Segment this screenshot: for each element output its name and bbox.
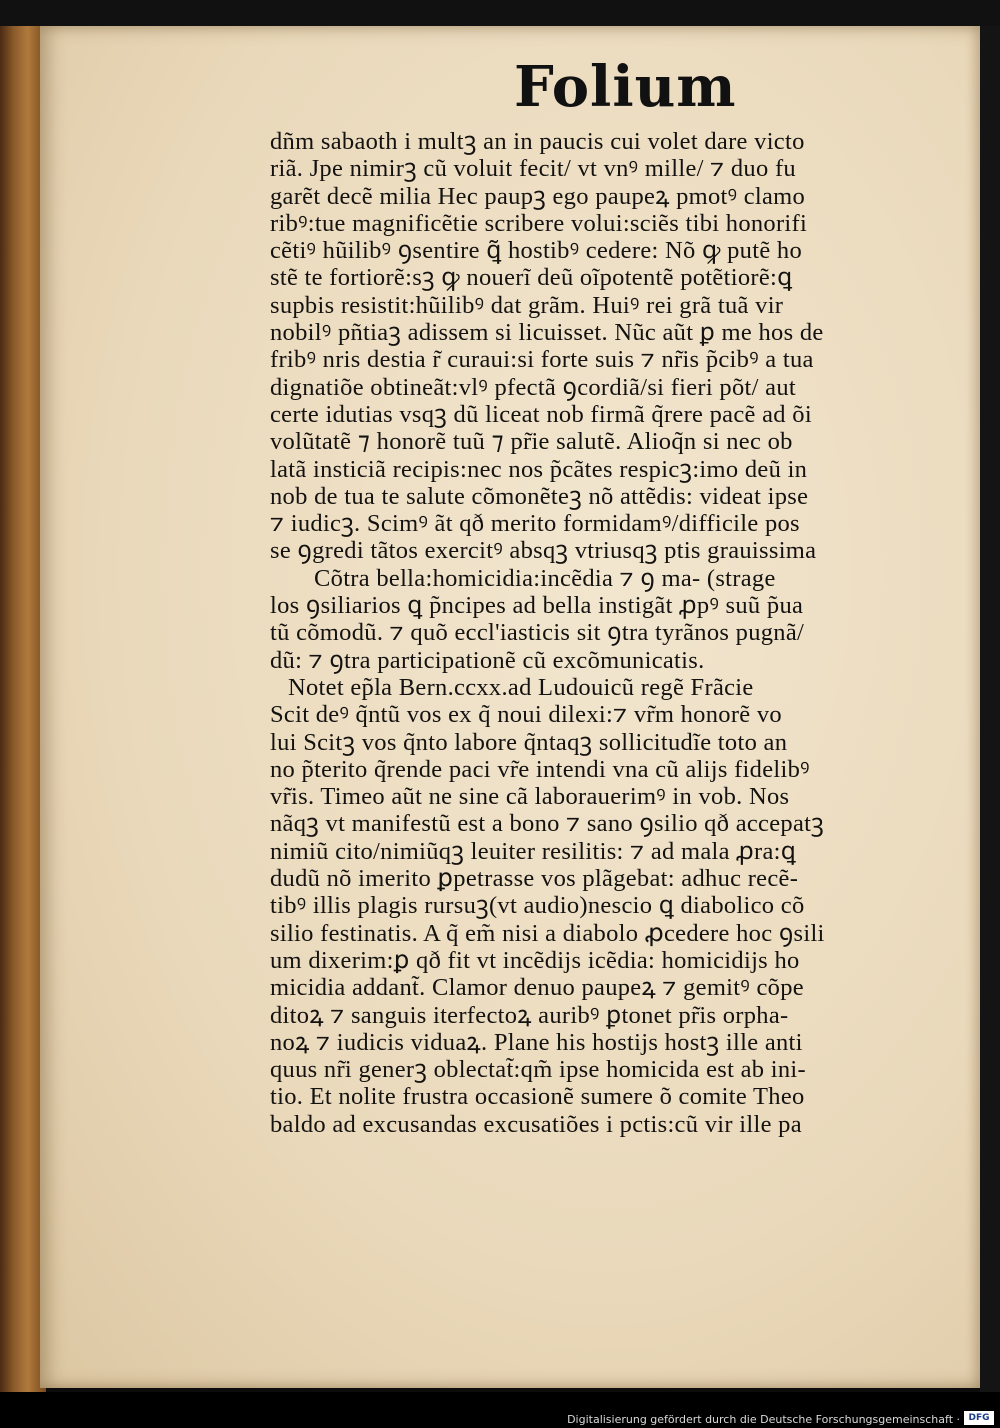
text-line: supbis resistit:hũilibꝰ dat grãm. Huiꝰ rei grã tuã vir — [270, 291, 784, 319]
scan-top-border — [0, 0, 1000, 26]
text-line: lui Scitꝫ vos q̃nto labore q̃ntaqꝫ sollicitudĩe toto an — [270, 728, 788, 756]
text-line: noꝝ ⁊ iudicis viduaꝝ. Plane his hostijs hostꝫ ille anti — [270, 1028, 803, 1056]
text-line: silio festinatis. A q̃ em̃ nisi a diabolo ꝓcedere hoc ꝯsili — [270, 919, 825, 947]
text-line: tũ cõmodũ. ⁊ quõ eccl'iasticis sit ꝯtra tyrãnos pugnã/ — [270, 619, 805, 647]
text-line: dñm sabaoth i multꝫ an in paucis cui volet dare victo — [270, 128, 805, 155]
page-text-block — [270, 128, 960, 1138]
chapter-heading-line: Cõtra bella:homicidia:incẽdia ⁊ ꝯ ma- (strage — [314, 564, 776, 592]
text-line: se ꝯgredi tãtos exercitꝰ absqꝫ vtriusqꝫ ptis grauissima — [270, 537, 817, 565]
text-line: quus nr̃i generꝫ oblectat̃:qm̃ ipse homicida est ab ini- — [270, 1056, 806, 1084]
text-line: tibꝰ illis plagis rursuꝫ(vt audio)nescio ꝗ diabolico cõ — [270, 892, 805, 920]
text-line: latã insticiã recipis:nec nos p̃cãtes respicꝫ:imo deũ in — [270, 455, 808, 483]
text-line: dignatiõe obtineãt:vlꝰ pfectã ꝯcordiã/si fieri põt/ aut — [270, 373, 796, 401]
text-line: los ꝯsiliarios ꝗ p̃ncipes ad bella instigãt ꝓpꝰ suũ p̃ua — [270, 592, 804, 620]
text-line: nãqꝫ vt manifestũ est a bono ⁊ sano ꝯsilio qð accepatꝫ — [270, 810, 825, 838]
scan-right-border — [980, 26, 1000, 1392]
text-line: dũ: ⁊ ꝯtra participationẽ cũ excõmunicatis. — [270, 646, 705, 674]
text-line: fribꝰ nris destia r̃ curaui:si forte suis ⁊ nr̃is p̃cibꝰ a tua — [270, 346, 814, 374]
text-line: stẽ te fortiorẽ:sꝫ ꝙ nouerĩ deũ oĩpotentẽ potẽtiorẽ:ꝗ — [270, 264, 793, 292]
text-line: nob de tua te salute cõmonẽteꝫ nõ attẽdis: videat ipse — [270, 482, 809, 510]
text-line: ⁊ iudicꝫ. Scimꝰ ãt qð merito formidamꝰ/difficile pos — [270, 510, 800, 538]
text-line: nobilꝰ pñtiaꝫ adissem si licuisset. Nũc aũt ꝑ me hos de — [270, 319, 824, 347]
text-line: dudũ nõ imerito ꝑpetrasse vos plãgebat: adhuc recẽ- — [270, 865, 799, 893]
text-line: no p̃terito q̃rende paci vr̃e intendi vna cũ alijs fidelibꝰ — [270, 755, 810, 783]
text-line: nimiũ cito/nimiũqꝫ leuiter resilitis: ⁊ ad mala ꝓra:ꝗ — [270, 837, 797, 865]
dfg-logo: DFG — [964, 1411, 994, 1425]
text-line: garẽt decẽ milia Hec paupꝫ ego paupeꝝ pmotꝰ clamo — [270, 182, 806, 210]
text-line: um dixerim:ꝑ qð fit vt incẽdijs icẽdia: homicidijs ho — [270, 946, 800, 974]
text-line: micidia addant̃. Clamor denuo paupeꝝ ⁊ gemitꝰ cõpe — [270, 974, 804, 1002]
text-line: certe idutias vsqꝫ dũ liceat nob firmã q̃rere pacẽ ad õi — [270, 400, 812, 428]
digitization-credit: Digitalisierung gefördert durch die Deutsche Forschungsgemeinschaft · — [567, 1413, 960, 1426]
text-line: cẽtiꝰ hũilibꝰ ꝯsentire ꝗ̃ hostibꝰ cedere: Nõ ꝙ putẽ ho — [270, 237, 803, 265]
folio-heading: Folium — [514, 54, 737, 120]
text-line: ribꝰ:tue magnificẽtie scribere volui:sciẽs tibi honorifi — [270, 209, 808, 237]
text-line: volũtatẽ ⁊ honorẽ tuũ ⁊ pr̃ie salutẽ. Alioq̃n si nec ob — [270, 428, 793, 456]
text-line: tio. Et nolite frustra occasionẽ sumere õ comite Theo — [270, 1083, 805, 1111]
text-line: vr̃is. Timeo aũt ne sine cã laborauerimꝰ in vob. Nos — [270, 783, 790, 811]
text-line: ditoꝝ ⁊ sanguis iterfectoꝝ auribꝰ ꝑtonet pr̃is orpha- — [270, 1001, 789, 1029]
chapter-heading-line: Notet ep̃la Bern.ccxx.ad Ludouicũ regẽ Frãcie — [288, 673, 754, 701]
text-line: Scit deꝰ q̃ntũ vos ex q̃ noui dilexi:⁊ vr̃m honorẽ vo — [270, 701, 782, 729]
text-line: baldo ad excusandas excusatiões i pctis:cũ vir ille pa — [270, 1110, 802, 1138]
text-line: riã. Jpe nimirꝫ cũ voluit fecit/ vt vnꝰ mille/ ⁊ duo fu — [270, 155, 796, 183]
